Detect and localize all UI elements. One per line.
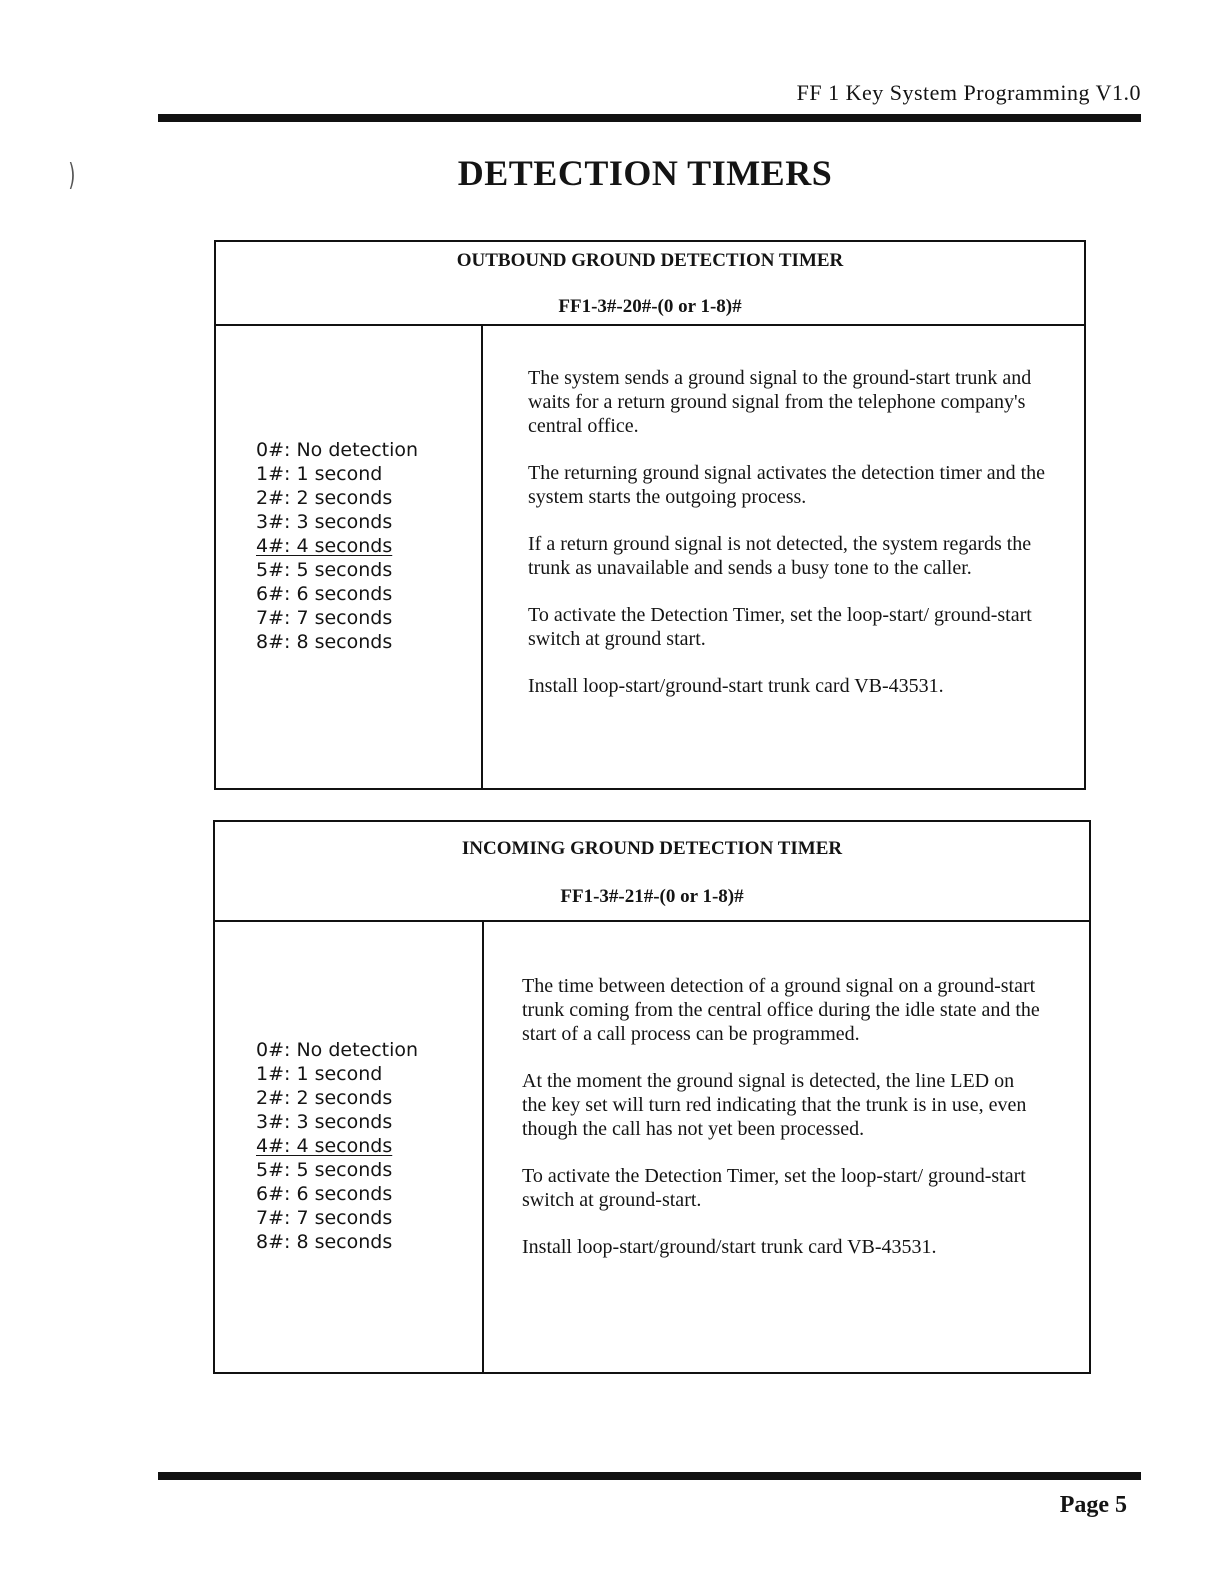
option-item: 7#: 7 seconds xyxy=(256,607,393,629)
option-item: 1#: 1 second xyxy=(256,463,383,485)
description-paragraph: The returning ground signal activates the detection timer and the system starts the outgoing process. xyxy=(528,462,1046,508)
option-item: 6#: 6 seconds xyxy=(256,583,393,605)
incoming-column-divider xyxy=(482,922,484,1372)
footer-rule xyxy=(158,1472,1141,1480)
margin-bracket-mark: ) xyxy=(68,158,76,193)
description-paragraph: To activate the Detection Timer, set the loop-start/ ground-start switch at ground-start. xyxy=(522,1165,1026,1211)
option-item: 2#: 2 seconds xyxy=(256,1087,393,1109)
page-title: DETECTION TIMERS xyxy=(457,153,833,193)
option-item-default: 4#: 4 seconds xyxy=(256,535,393,557)
incoming-box-header xyxy=(215,822,1089,922)
description-paragraph: Install loop-start/ground-start trunk card VB-43531. xyxy=(528,675,944,697)
option-item: 1#: 1 second xyxy=(256,1063,383,1085)
option-item: 3#: 3 seconds xyxy=(256,1111,393,1133)
option-item: 8#: 8 seconds xyxy=(256,631,393,653)
option-item: 0#: No detection xyxy=(256,439,419,461)
outbound-timer-box xyxy=(214,240,1086,790)
description-paragraph: If a return ground signal is not detected, the system regards the trunk as unavailable and sends a busy tone to the caller. xyxy=(528,533,1032,579)
option-item: 5#: 5 seconds xyxy=(256,1159,393,1181)
outbound-description xyxy=(528,366,1068,721)
incoming-box-body xyxy=(215,922,1089,1372)
incoming-program-code: FF1-3#-21#-(0 or 1-8)# xyxy=(560,886,744,907)
outbound-options-list xyxy=(256,438,418,654)
running-header: FF 1 Key System Programming V1.0 xyxy=(796,80,1141,105)
option-item: 3#: 3 seconds xyxy=(256,511,393,533)
incoming-timer-box xyxy=(213,820,1091,1374)
header-rule xyxy=(158,114,1141,122)
incoming-section-title: INCOMING GROUND DETECTION TIMER xyxy=(461,838,843,859)
outbound-section-title: OUTBOUND GROUND DETECTION TIMER xyxy=(456,250,844,271)
option-item: 8#: 8 seconds xyxy=(256,1231,393,1253)
page-number: Page 5 xyxy=(1059,1492,1127,1518)
description-paragraph: At the moment the ground signal is detected, the line LED on the key set will turn red indicating that the trunk is in use, even though the call has not yet been processed. xyxy=(522,1070,1027,1140)
incoming-options-list xyxy=(256,1038,418,1254)
outbound-program-code: FF1-3#-20#-(0 or 1-8)# xyxy=(558,296,742,317)
outbound-column-divider xyxy=(481,326,483,788)
option-item: 0#: No detection xyxy=(256,1039,419,1061)
option-item: 5#: 5 seconds xyxy=(256,559,393,581)
incoming-description xyxy=(522,974,1042,1282)
option-item: 2#: 2 seconds xyxy=(256,487,393,509)
description-paragraph: The time between detection of a ground signal on a ground-start trunk coming from the central office during the idle state and the start of a call process can be programmed. xyxy=(522,975,1040,1045)
option-item: 6#: 6 seconds xyxy=(256,1183,393,1205)
outbound-box-header xyxy=(216,242,1084,326)
description-paragraph: The system sends a ground signal to the ground-start trunk and waits for a return ground signal from the telephone company's central office. xyxy=(528,367,1032,437)
outbound-box-body xyxy=(216,326,1084,788)
option-item: 7#: 7 seconds xyxy=(256,1207,393,1229)
option-item-default: 4#: 4 seconds xyxy=(256,1135,393,1157)
description-paragraph: To activate the Detection Timer, set the loop-start/ ground-start switch at ground start. xyxy=(528,604,1032,650)
description-paragraph: Install loop-start/ground/start trunk card VB-43531. xyxy=(522,1236,937,1258)
